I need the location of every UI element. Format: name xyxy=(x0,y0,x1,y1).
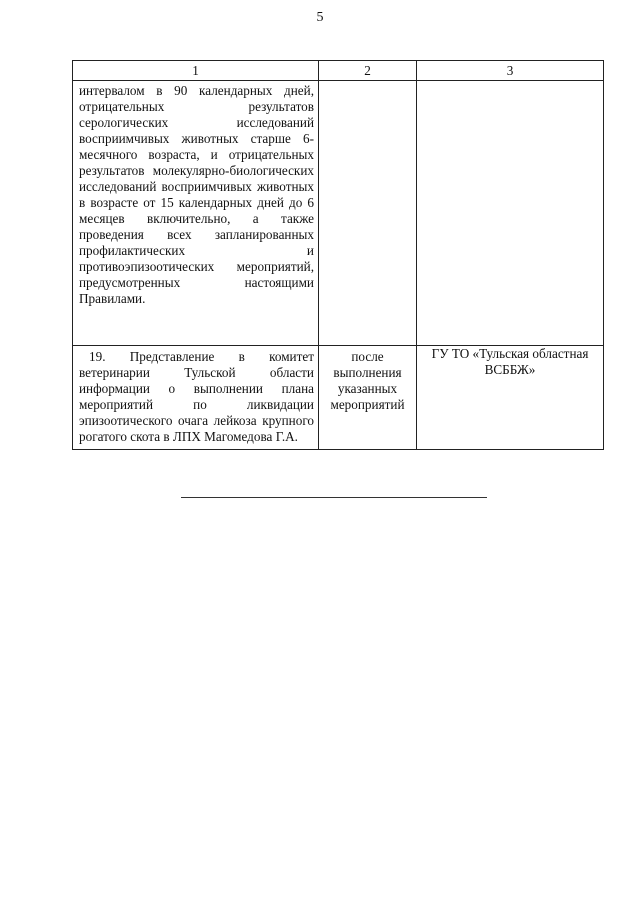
table-cell-responsible: ГУ ТО «Тульская областная ВСББЖ» xyxy=(417,346,604,450)
document-table xyxy=(72,60,604,450)
column-header-3: 3 xyxy=(417,61,604,81)
page-number: 5 xyxy=(316,10,324,25)
table-cell-deadline xyxy=(319,81,417,346)
table-cell-activity: 19. Представление в комитет ветеринарии Тульской области информации о выполнении плана мероприятий по ликвидации эпизоотического очага лейкоза крупного рогатого скота в ЛПХ Магомедова Г.А. xyxy=(73,346,319,450)
table-row xyxy=(73,81,604,346)
table-cell-deadline: после выполнения указанных мероприятий xyxy=(319,346,417,450)
table-row xyxy=(73,346,604,450)
column-header-1: 1 xyxy=(73,61,319,81)
column-header-2: 2 xyxy=(319,61,417,81)
end-divider-line xyxy=(181,497,487,498)
table-header-row xyxy=(73,61,604,81)
table-cell-activity: интервалом в 90 календарных дней, отрицательных результатов серологических исследований восприимчивых животных старше 6-месячного возраста, и отрицательных результатов молекулярно-биологических исследований восприимчивых животных в возрасте от 15 календарных дней до 6 месяцев включительно, а также проведения всех запланированных профилактических и противоэпизоотических мероприятий, предусмотренных настоящими Правилами. xyxy=(73,81,319,346)
table-cell-responsible xyxy=(417,81,604,346)
